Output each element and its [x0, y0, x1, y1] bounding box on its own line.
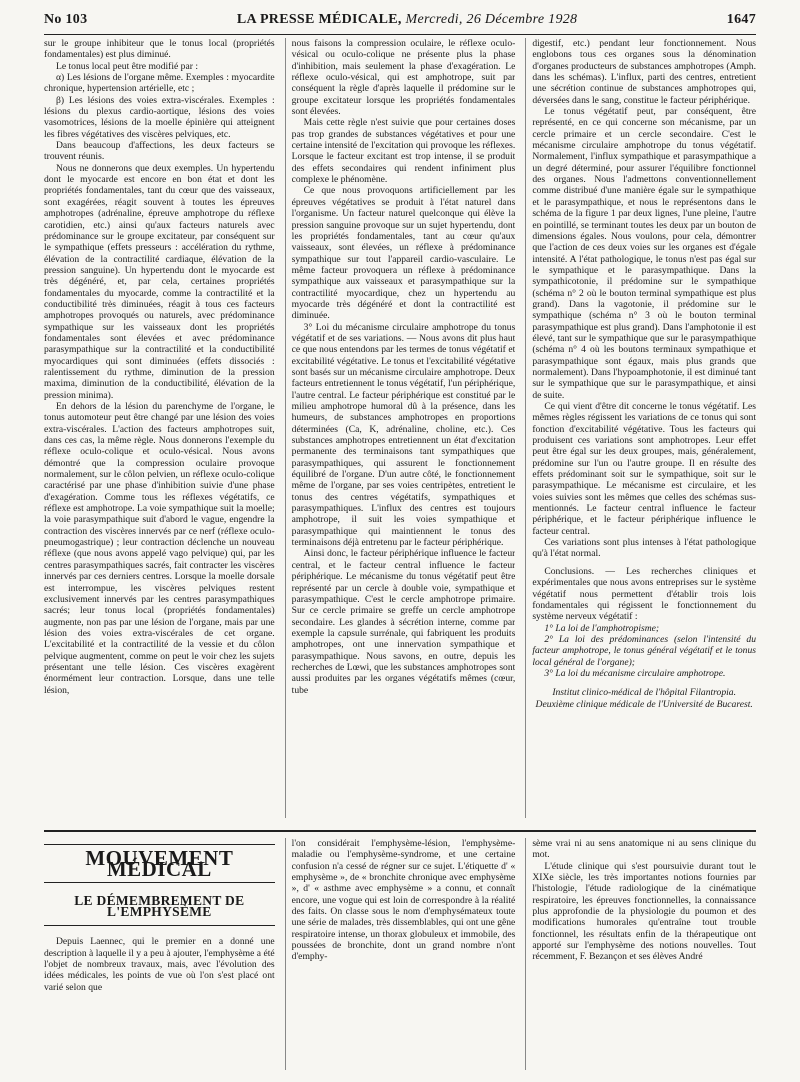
article-columns [44, 38, 756, 818]
paragraph: En dehors de la lésion du parenchyme de l'organe, le tonus automoteur peut être changé par une lésion des voies extra-viscérales. L'action des facteurs amphotropes suit, dans ces cas, la même règle. Nous donnerons l'exemple du réflexe oculo-colique et oculo-vésical. Nous avons démontré que la compression oculaire provoque normalement, sur le côlon pelvien, un réflexe oculo-colique caractérisé par une phase d'inhibition suivie d'une phase d'exagération. Comme tous les réflexes végétatifs, ce réflexe est amphotrope. La voie sympathique suit la moelle; la voie parasympathique suit d'abord le vague, engendre la contraction des viscères innervés par ce nerf (réflexe oculo-pneumogastrique) ; leur contraction déclenche un nouveau réflexe (que nous avons appelé vago pelvique) qui, par les centres parasympathiques sacrés, fait contracter les viscères innervés par ces derniers centres. Lorsque la moelle dorsale est interrompue, les viscères pelviques restent exclusivement innervés par les centres parasympathiques sacrés; leur tonus local (propriétés fondamentales) augmente, non pas par une lésion de l'organe, mais par une lésion des voies extra-viscérales de cet organe. L'excitabilité et la contractilité de la vessie et du côlon pelvique augmentent, comme on peut le voir chez les sujets présentant une telle lésion. Ces viscères exagèrent énormément leur contraction. Lorsque, dans une telle lésion, [44, 401, 275, 696]
conclusions: Conclusions. — Les recherches cliniques et expérimentales que nous avons entreprises sur le système végétatif nous permettent d'établir trois lois fondamentales qui régissent le fonctionnement du système nerveux végétatif : [532, 565, 756, 623]
page-header [44, 12, 756, 34]
paragraph: Ce que nous provoquons artificiellement par les épreuves végétatives se produit à l'état naturel dans l'organisme. Un facteur naturel quelconque qui élève la pression sanguine provoque sur un sujet hypertendu, dont les propriétés fondamentales, tant au cœur qu'aux vaisseaux, sont élevées, un réflexe à prédominance sympathique sur tout l'appareil cardio-vasculaire. Le même facteur provoquera un réflexe à prédominance sympathique aux vaisseaux et parasympathique sur la contractilité myocardique, chez un hypertendu au myocarde très dégénéré et dont la contractilité est diminuée. [291, 185, 516, 322]
issue-date: Mercredi, 26 Décembre 1928 [405, 12, 578, 27]
affiliation: Institut clinico-médical de l'hôpital Filantropia. [552, 687, 736, 699]
page-number: 1647 [726, 12, 756, 27]
section-divider [44, 830, 756, 832]
paragraph: digestif, etc.) pendant leur fonctionnement. Nous englobons tous ces organes sous la dénomination d'organes producteurs de substances amphotropes (Amph. dans les schémas). L'influx, parti des centres, entretient une sécrétion continue de substances amphotropes qui, déversées dans le sang, constitue le facteur périphérique. [532, 38, 756, 106]
article-title: LE DÉMEMBREMENT DE L'EMPHYSÈME [44, 891, 275, 927]
paragraph: L'étude clinique qui s'est poursuivie durant tout le XIXe siècle, les très importantes notions fournies par l'histologie, l'étude radiologique de la cinématique respiratoire, les épreuves fonctionnelles, la connaissance plus approfondie de la physiologie du poumon et des modifications humorales qu'entraîne tout trouble fonctionnel, les résultats enfin de la thérapeutique ont apporté sur l'emphysème des notions nouvelles. Tout récemment, F. Bezançon et ses élèves André [532, 860, 756, 963]
header-rule [44, 34, 756, 35]
bottom-column-3 [525, 838, 756, 1070]
paragraph: Le tonus végétatif peut, par conséquent, être représenté, en ce qui concerne son mécanisme, par un cercle primaire et un cercle secondaire. C'est le mécanisme circulaire amphotrope du tonus végétatif. Normalement, l'influx sympathique et parasympathique a un degré déterminé, pour assurer l'équilibre fonctionnel des organes. Nous l'admettons conventionnellement comme distribué d'une manière égale sur le sympathique et le parasympathique, et nous le représentons dans le schéma de la figure 1 par deux lignes, l'une pleine, l'autre en pointillé, se terminant toutes les deux par un bouton de dimensions égales. Nous voulons, pour cela, démontrer que l'action de ces deux voies sur les organes est d'égale intensité. A l'état pathologique, le tonus n'est pas égal sur le sympathique et le parasympathique. Dans la sympathicotonie, il prédomine sur le sympathique (schéma n° 2 où le bouton terminal sympathique est plus grand). Dans la vagotonie, il prédomine sur le sympathique (schéma n° 3 où le bouton terminal parasympathique est plus grand). Dans l'amphotonie il est élevé, tant sur le sympathique que sur le parasympathique (schéma n° 4 où les boutons terminaux sympathique et parasympathique sont égaux, mais plus grands que normalement). Dans l'hypoamphotonie, il est diminué tant sur le sympathique que sur le parasympathique, et ainsi de suite. [532, 106, 756, 401]
issue-number: No 103 [44, 12, 88, 27]
paragraph: 3° Loi du mécanisme circulaire amphotrope du tonus végétatif et de ses variations. — Nous avons dit plus haut ce que nous entendons par les termes de tonus végétatif et excitabilité végétative. Le tonus et l'excitabilité végétative sont basés sur un mécanisme circulaire amphotrope. Deux facteurs entretiennent le tonus végétatif, l'un périphérique, l'autre central. Le facteur périphérique est constitué par le milieu amphotrope humoral dû à la présence, dans les humeurs, de substances amphotropes en proportions déterminées (Ca, K, adrénaline, choline, etc.). Ces substances amphotropes entretiennent un état d'excitation permanente des terminaisons tant sympathiques que parasympathiques, qui assurent le fonctionnement équilibré de l'organe. D'un autre côté, le fonctionnement même de l'organe, par ses voies centripètes, entretient le tonus des centres végétatifs, sympathiques et parasympathiques. L'influx des centres est toujours amphotrope, il suit les voies sympathique et parasympathique qui maintiennent le tonus des terminaisons déjà entretenu par le facteur périphérique. [291, 321, 516, 549]
paragraph: sème vrai ni au sens anatomique ni au sens clinique du mot. [532, 838, 756, 861]
paragraph: α) Les lésions de l'organe même. Exemples : myocardite chronique, hypertension artérielle, etc ; [44, 72, 275, 95]
law-2: 2° La loi des prédominances (selon l'intensité du facteur amphotrope, le tonus général végétatif et le tonus local général de l'organe); [532, 633, 756, 668]
paragraph: β) Les lésions des voies extra-viscérales. Exemples : lésions du plexus cardio-aortique, lésions des voies vasomotrices, lésions de la moelle épinière qui atteignent les fibres végétatives des viscères pelviques, etc. [44, 94, 275, 140]
paragraph: Nous ne donnerons que deux exemples. Un hypertendu dont le myocarde est encore en bon état et dont les propriétés fondamentales, tant du cœur que des vaisseaux, sont exagérées, réagit souvent à toutes les épreuves amphotropes (adrénaline, épreuve amphotrope du réflexe carotidien, etc.) ainsi qu'aux facteurs naturels avec prédominance sur le groupe excitateur, par conséquent sur le sympathique (effets presseurs : accélération du rythme, élévation de la contractilité cardiaque, élévation de la pression sanguine). Un hypertendu dont le myocarde est très dégénéré, et, par cela, certaines propriétés fondamentales du myocarde, comme la contractilité et la conductibilité très diminuées, réagit à tous ces facteurs amphotropes provoqués ou naturels, avec prédominance sympathique sur les vaisseaux dont les propriétés fondamentales sont élevées et avec prédominance parasympathique sur la contractilité et la conductibilité myocardiques qui sont diminuées (effets dissociés : ralentissement du rythme, diminution de la pression maxima, diminution de la conductibilité, élévation de la pression minima). [44, 162, 275, 401]
paragraph: Ainsi donc, le facteur périphérique influence le facteur central, et le facteur central influence le facteur périphérique. Le mécanisme du tonus végétatif peut être représenté par un cercle à double voie, sympathique et parasympathique. C'est le cercle amphotrope primaire. Sur ce cercle primaire se greffe un cercle amphotrope secondaire. Les glandes à sécrétion interne, comme par exemple la capsule surrénale, qui fabriquent les produits amphotropes, ont une innervation sympathique et parasympathique. Nous savons, en outre, depuis les recherches de Lœwi, que les substances amphotropes sont aussi produites par les organes végétatifs mêmes (cœur, tube [291, 548, 516, 696]
column-1 [44, 38, 275, 818]
paragraph: Dans beaucoup d'affections, les deux facteurs se trouvent réunis. [44, 140, 275, 163]
paragraph: sur le groupe inhibiteur que le tonus local (propriétés fondamentales) est plus diminué. [44, 38, 275, 61]
law-3: 3° La loi du mécanisme circulaire amphotrope. [544, 667, 726, 679]
bottom-columns [44, 838, 756, 1070]
column-3 [525, 38, 756, 818]
paragraph: Le tonus local peut être modifié par : [56, 60, 198, 72]
column-2 [285, 38, 516, 818]
paragraph: Ces variations sont plus intenses à l'état pathologique qu'à l'état normal. [532, 537, 756, 560]
paragraph: Mais cette règle n'est suivie que pour certaines doses pas trop grandes de substances végétatives et pour une certaine intensité de l'excitation qui provoque les réflexes. Lorsque le facteur excitant est trop intense, il se produit des effets secondaires qui rendent infiniment plus complexe le phénomène. [291, 117, 516, 186]
paragraph: l'on considérait l'emphysème-lésion, l'emphysème-maladie ou l'emphysème-syndrome, et une certaine confusion n'a cessé de régner sur ce sujet. L'étiquette d' « emphysème », de « bronchite chronique avec emphysème », d' « asthme avec emphysème » a connu, et connaît encore, une vogue qui est loin de correspondre à la réalité des faits. On classe sous le nom d'emphysémateux toute une série de malades, très dissemblables, qui ont une gêne respiratoire intense, un thorax globuleux et immobile, des poussées de bronchite, dont un grand nombre n'ont d'emphy- [291, 838, 516, 963]
affiliation: Deuxième clinique médicale de l'Université de Bucarest. [535, 698, 753, 710]
paragraph: nous faisons la compression oculaire, le réflexe oculo-vésical ou oculo-colique ne présente plus la phase d'inhibition, mais seulement la phase d'exagération. Le réflexe oculo-vésical, qui est amphotrope, suit par conséquent la règle d'après laquelle il prédomine sur le groupe excitateur lorsque les propriétés fondamentales sont élevées. [291, 38, 516, 118]
paragraph: Ce qui vient d'être dit concerne le tonus végétatif. Les mêmes règles régissent les variations de ce tonus qui sont fonction d'excitabilité végétative. Tous les facteurs qui produisent ces variations sont amphotropes. Leur effet peut être égal sur les deux groupes, mais, généralement, prédomine sur l'un ou l'autre groupe. Il en résulte des effets prédominant soit sur le sympathique, soit sur le parasympathique. Le mécanisme est circulaire, et les voies suivies sont les mêmes que celles des schémas sus-mentionnés. Le facteur central influence le facteur périphérique, et le facteur périphérique influence le facteur central. [532, 401, 756, 537]
law-1: 1° La loi de l'amphotropisme; [544, 622, 660, 634]
section-title: MOUVEMENT MÉDICAL [44, 844, 275, 883]
paragraph: Depuis Laennec, qui le premier en a donné une description à laquelle il y a peu à ajouter, l'emphysème a été l'objet de nombreux travaux, mais, avec l'évolution des idées médicales, les points de vue où l'on s'est placé ont varié selon que [44, 936, 275, 993]
journal-title: LA PRESSE MÉDICALE, Mercredi, 26 Décembre 1928 [236, 12, 578, 27]
bottom-column-1 [44, 838, 275, 1070]
bottom-column-2 [285, 838, 516, 1070]
